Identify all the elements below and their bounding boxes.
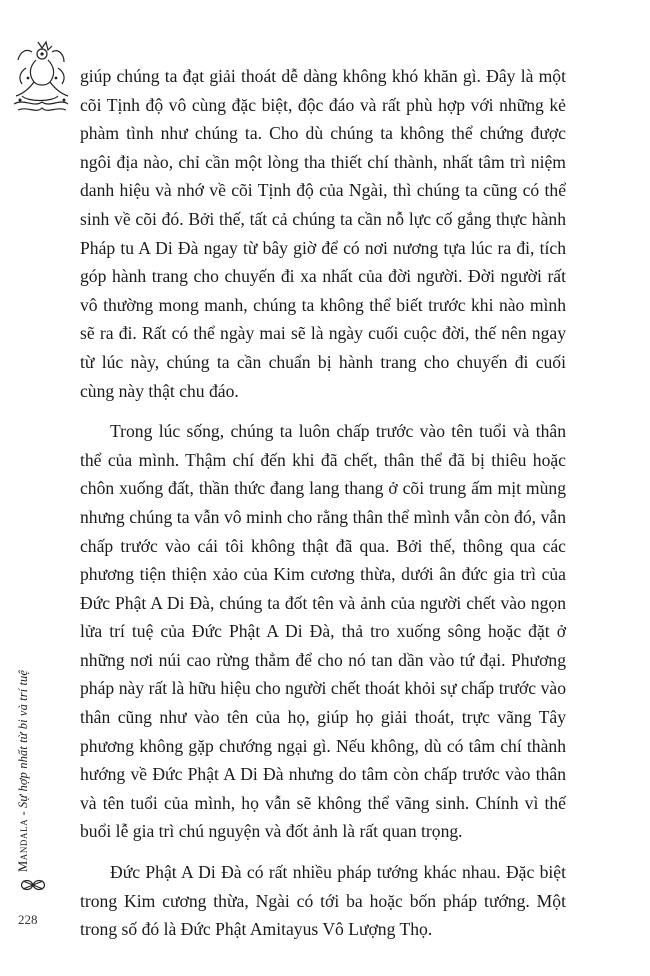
- page-number: 228: [18, 912, 38, 927]
- paragraph-1: giúp chúng ta đạt giải thoát dễ dàng không khó khăn gì. Đây là một cõi Tịnh độ vô cùng đặc biệt, độc đáo và rất phù hợp với những kẻ phàm tình như chúng ta. Cho dù chúng ta không thể chứng được ngôi địa nào, chỉ cần một lòng tha thiết chí thành, nhất tâm trì niệm danh hiệu và nhớ về cõi Tịnh độ của Ngài, thì chúng ta cũng có thể sinh về cõi đó. Bởi thế, tất cả chúng ta cần nỗ lực cố gắng thực hành Pháp tu A Di Đà ngay từ bây giờ để có nơi nương tựa lúc ra đi, tích góp hành trang cho chuyến đi xa nhất của đời người. Đời người rất vô thường mong manh, chúng ta không thể biết trước khi nào mình sẽ ra đi. Rất có thể ngày mai sẽ là ngày cuối cuộc đời, thế nên ngay từ lúc này, chúng ta cần chuẩn bị hành trang cho chuyến đi cuối cùng này thật chu đáo.: [80, 66, 566, 401]
- running-book-title: [16, 670, 31, 872]
- endless-knot-icon: [20, 878, 46, 892]
- paragraph-2: Trong lúc sống, chúng ta luôn chấp trước vào tên tuổi và thân thể của mình. Thậm chí đến khi đã chết, thân thể đã bị thiêu hoặc chôn xuống đất, thần thức đang lang thang ở cõi trung ấm mịt mùng nhưng chúng ta vẫn vô minh cho rằng thân thể mình vẫn còn đó, vẫn chấp trước vào cái tôi không thật đã qua. Bởi thế, thông qua các phương tiện thiện xảo của Kim cương thừa, dưới ân đức gia trì của Đức Phật A Di Đà, chúng ta đốt tên và ảnh của người chết vào ngọn lửa trí tuệ của Đức Phật A Di Đà, thả tro xuống sông hoặc đặt ở những nơi núi cao rừng thẳm để cho nó tan dần vào tứ đại. Phương pháp này rất là hữu hiệu cho người chết thoát khỏi sự chấp trước vào thân cũng như vào tên của họ, giúp họ giải thoát, trực vãng Tây phương không gặp chướng ngại gì. Nếu không, dù có tâm chí thành hướng về Đức Phật A Di Đà nhưng do tâm còn chấp trước vào thân và tên tuổi của mình, họ vẫn sẽ không thể vãng sinh. Chính vì thế buổi lễ gia trì chú nguyện và đốt ảnh là rất quan trọng.: [80, 421, 566, 842]
- book-title-label: Mandala: [16, 818, 30, 872]
- deity-figure-icon: [8, 38, 70, 118]
- body-text: [80, 62, 566, 956]
- book-title-separator: -: [16, 807, 30, 819]
- book-subtitle: Sự hợp nhất từ bi và trí tuệ: [16, 669, 30, 808]
- paragraph-3: Đức Phật A Di Đà có rất nhiều pháp tướng khác nhau. Đặc biệt trong Kim cương thừa, Ngài có tới ba hoặc bốn pháp tướng. Một trong số đó là Đức Phật Amitayus Vô Lượng Thọ.: [80, 862, 566, 940]
